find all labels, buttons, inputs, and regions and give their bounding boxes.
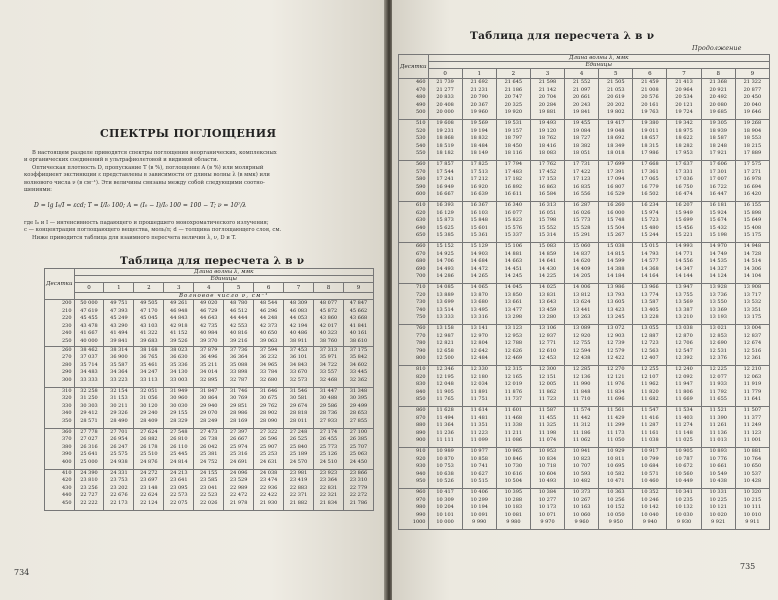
wavenumber-cell: 19 268 18 904 18 553 18 215 17 889 <box>735 120 769 161</box>
wavenumber-cell: 37 594 36 232 34 965 33 784 32 680 <box>254 346 284 387</box>
row-label-cell: 610 620 630 640 650 <box>399 202 429 243</box>
wavenumber-cell: 21 413 20 964 20 534 20 121 19 724 <box>667 79 701 120</box>
table-row <box>399 243 770 284</box>
table-row <box>45 428 374 469</box>
table-row <box>399 161 770 202</box>
wavenumber-cell: 10 941 10 823 10 707 10 593 10 482 <box>565 448 599 489</box>
wavenumber-cell: 14 948 14 728 14 514 14 306 14 104 <box>735 243 769 284</box>
column-digit-header: 6 <box>633 69 667 79</box>
wavenumber-cell: 13 141 12 970 12 804 12 642 12 484 <box>462 325 496 366</box>
wavenumber-cell: 15 129 14 903 14 684 14 472 14 265 <box>462 243 496 284</box>
wavenumber-cell: 13 004 12 837 12 674 12 516 12 361 <box>735 325 769 366</box>
wavenumber-cell: 47 847 45 662 43 668 41 841 40 161 38 610 <box>343 300 373 347</box>
section-title: СПЕКТРЫ ПОГЛОЩЕНИЯ <box>100 127 277 140</box>
row-label-cell: 710 720 730 740 750 <box>399 284 429 325</box>
table-row <box>399 407 770 448</box>
wavenumber-cell: 17 731 17 422 17 123 16 835 16 556 <box>565 161 599 202</box>
wavenumber-cell: 21 598 21 142 20 704 20 284 19 881 <box>530 79 564 120</box>
wavenumber-cell: 37 313 35 971 34 722 33 557 32 468 <box>314 346 344 387</box>
wavenumber-cell: 24 096 23 529 22 989 22 472 21 978 <box>224 469 254 510</box>
note-line: c — концентрация поглощающего вещества, моль/л; d — толщина поглощающего слоя, см. <box>24 227 282 234</box>
wavenumber-cell: 12 270 12 121 11 976 11 834 11 696 <box>599 366 633 407</box>
table-row <box>45 387 374 428</box>
wavenumber-cell: 13 986 13 793 13 605 13 423 13 245 <box>599 284 633 325</box>
wavenumber-cell: 14 006 13 812 13 624 13 441 13 263 <box>565 284 599 325</box>
wavenumber-cell: 12 255 12 107 11 962 11 820 11 682 <box>633 366 667 407</box>
wavenumber-cell: 16 340 16 077 15 823 15 576 15 337 <box>496 202 530 243</box>
wavenumber-cell: 11 561 11 429 11 299 11 173 11 050 <box>599 407 633 448</box>
wavenumber-cell: 10 881 10 764 10 650 10 537 10 428 <box>735 448 769 489</box>
wavenumber-cell: 37 879 36 496 35 211 34 014 32 895 <box>194 346 224 387</box>
wavenumber-cell: 11 547 11 416 11 287 11 161 11 038 <box>633 407 667 448</box>
wavenumber-cell: 21 552 21 097 20 661 20 243 19 841 <box>565 79 599 120</box>
table-corner-header: Десятки <box>45 269 75 300</box>
wavenumber-cell: 19 417 19 048 18 692 18 349 18 018 <box>599 120 633 161</box>
wavenumber-cell: 24 390 23 810 23 256 22 727 22 222 <box>74 469 104 510</box>
wavenumber-cell: 15 083 14 859 14 641 14 430 14 225 <box>530 243 564 284</box>
table-row <box>45 300 374 347</box>
left-page <box>0 0 386 600</box>
conversion-table-right <box>398 54 770 530</box>
wavenumber-cell: 16 181 15 924 15 674 15 432 15 198 <box>701 202 735 243</box>
wavenumber-cell: 31 447 30 488 29 586 28 736 27 933 <box>314 387 344 428</box>
wavenumber-cell: 19 455 19 084 18 727 18 382 18 051 <box>565 120 599 161</box>
wavenumber-cell: 13 021 12 853 12 690 12 531 12 376 <box>701 325 735 366</box>
wavenumber-cell: 12 210 12 063 11 919 11 779 11 641 <box>735 366 769 407</box>
intro-paragraph <box>24 150 369 194</box>
wavenumber-cell: 23 866 23 310 22 779 22 272 21 786 <box>343 469 373 510</box>
wavenumber-cell: 32 258 31 250 30 303 29 412 28 571 <box>74 387 104 428</box>
intro-line: волнового числа ν (в см⁻¹). Эти величины связаны между собой следующими соотно- <box>24 179 265 186</box>
wavenumber-cell: 11 601 11 468 11 338 11 211 11 086 <box>496 407 530 448</box>
wavenumber-cell: 24 272 23 697 23 148 22 624 22 124 <box>134 469 164 510</box>
wavenumber-cell: 31 746 30 769 29 851 28 986 28 169 <box>224 387 254 428</box>
row-label-cell: 410 420 430 440 450 <box>45 469 75 510</box>
wavenumber-cell: 27 778 27 027 26 316 25 641 25 000 <box>74 428 104 469</box>
wavenumber-subheader: Волновое число ν, см⁻¹ <box>74 293 374 300</box>
row-label-cell: 810 820 830 840 850 <box>399 366 429 407</box>
wavenumber-cell: 13 072 12 903 12 739 12 579 12 422 <box>599 325 633 366</box>
wavenumber-cell: 17 699 17 391 17 094 16 807 16 529 <box>599 161 633 202</box>
column-digit-header: 5 <box>599 69 633 79</box>
wavenumber-cell: 38 168 36 765 35 461 34 247 33 113 <box>134 346 164 387</box>
wavenumber-cell: 17 668 17 361 17 065 16 779 16 502 <box>633 161 667 202</box>
wavenumber-cell: 13 123 12 953 12 788 12 626 12 469 <box>496 325 530 366</box>
wavenumber-cell: 10 384 10 277 10 173 10 071 9 970 <box>530 489 564 530</box>
wavenumber-cell: 37 736 36 364 35 088 33 898 32 787 <box>224 346 254 387</box>
wavenumber-cell: 10 373 10 267 10 163 10 060 9 960 <box>565 489 599 530</box>
wavenumber-cell: 38 023 36 630 35 336 34 130 33 003 <box>164 346 194 387</box>
wavenumber-cell: 19 531 19 157 18 797 18 450 18 116 <box>496 120 530 161</box>
wavenumber-cell: 13 089 12 920 12 755 12 594 12 438 <box>565 325 599 366</box>
page-number-right: 735 <box>740 562 756 571</box>
table-row <box>399 79 770 120</box>
row-label-cell: 200 210 220 230 240 250 <box>45 300 75 347</box>
wavenumber-cell: 11 507 11 377 11 249 11 123 11 001 <box>735 407 769 448</box>
wavenumber-cell: 15 106 14 881 14 663 14 451 14 245 <box>496 243 530 284</box>
column-digit-header: 7 <box>667 69 701 79</box>
table-row <box>399 284 770 325</box>
continued-label: Продолжение <box>692 44 742 52</box>
row-label-cell: 860 870 880 890 900 <box>399 407 429 448</box>
wavenumber-cell: 13 947 13 755 13 569 13 387 13 210 <box>667 284 701 325</box>
wavenumber-cell: 27 473 26 738 26 042 25 381 24 752 <box>194 428 224 469</box>
row-label-cell: 560 570 580 590 600 <box>399 161 429 202</box>
column-digit-header: 1 <box>462 69 496 79</box>
intro-line: коэффициент экстинкции ε представлены в зависимости от длины волны λ (в ммк) или <box>24 172 270 179</box>
wavenumber-cell: 11 521 11 390 11 261 11 136 11 013 <box>701 407 735 448</box>
wavenumber-cell: 12 225 12 077 11 933 11 792 11 655 <box>701 366 735 407</box>
wavenumber-cell: 10 965 10 846 10 730 10 616 10 504 <box>496 448 530 489</box>
column-digit-header: 0 <box>74 283 104 293</box>
wavenumber-cell: 27 397 26 667 25 974 25 316 24 691 <box>224 428 254 469</box>
wavenumber-cell: 37 453 36 101 34 843 33 670 32 573 <box>284 346 314 387</box>
wavenumber-cell: 16 234 15 974 15 723 15 480 15 244 <box>633 202 667 243</box>
column-digit-header: 8 <box>701 69 735 79</box>
table-row <box>45 346 374 387</box>
intro-line: Оптическая плотность D, пропускание T (в %), поглощение A (в %) или молярный <box>32 164 264 171</box>
wavenumber-cell: 10 977 10 858 10 741 10 627 10 515 <box>462 448 496 489</box>
wavenumber-cell: 12 285 12 136 11 990 11 848 11 710 <box>565 366 599 407</box>
wavenumber-cell: 15 060 14 837 14 620 14 409 14 205 <box>565 243 599 284</box>
wavenumber-cell: 10 395 10 288 10 183 10 081 9 980 <box>496 489 530 530</box>
wavenumber-cell: 21 692 21 231 20 790 20 367 19 960 <box>462 79 496 120</box>
row-label-cell: 960 970 980 990 1000 <box>399 489 429 530</box>
wavenumber-cell: 48 309 46 083 44 053 42 194 40 486 38 911 <box>284 300 314 347</box>
row-label-cell: 260 270 280 290 300 <box>45 346 75 387</box>
wavenumber-cell: 32 051 31 056 30 120 29 240 28 409 <box>134 387 164 428</box>
row-label-cell: 910 920 930 940 950 <box>399 448 429 489</box>
wavenumber-cell: 13 055 12 887 12 723 12 563 12 407 <box>633 325 667 366</box>
table-row <box>399 120 770 161</box>
wavenumber-cell: 10 929 10 811 10 695 10 582 10 471 <box>599 448 633 489</box>
column-digit-header: 9 <box>343 283 373 293</box>
wavenumber-cell: 21 739 21 277 20 833 20 408 20 000 <box>428 79 462 120</box>
wavenumber-cell: 12 315 12 165 12 019 11 876 11 737 <box>496 366 530 407</box>
note-line: где I₀ и I — интенсивность падающего и прошедшего монохроматического излучения; <box>24 220 269 226</box>
row-label-cell: 760 770 780 790 800 <box>399 325 429 366</box>
wavenumber-cell: 17 637 17 331 17 036 16 750 16 474 <box>667 161 701 202</box>
wavenumber-cell: 11 574 11 442 11 312 11 186 11 062 <box>565 407 599 448</box>
column-digit-header: 6 <box>254 283 284 293</box>
wavenumber-cell: 23 981 23 419 22 883 22 371 21 882 <box>284 469 314 510</box>
row-label-cell: 460 470 480 490 500 <box>399 79 429 120</box>
wavenumber-cell: 19 608 19 231 18 868 18 519 18 182 <box>428 120 462 161</box>
wavenumber-cell: 17 762 17 452 17 153 16 863 16 584 <box>530 161 564 202</box>
wavenumber-cell: 13 106 12 937 12 771 12 610 12 453 <box>530 325 564 366</box>
wavenumber-cell: 14 085 13 889 13 699 13 514 13 333 <box>428 284 462 325</box>
wavenumber-cell: 24 213 23 641 23 095 22 573 22 075 <box>164 469 194 510</box>
wavenumber-cell: 17 575 17 271 16 978 16 694 16 420 <box>735 161 769 202</box>
wavenumber-cell: 21 368 20 921 20 492 20 080 19 685 <box>701 79 735 120</box>
wavenumber-cell: 16 393 16 129 15 873 15 625 15 385 <box>428 202 462 243</box>
wavenumber-cell: 50 000 47 619 45 455 43 478 41 667 40 000 <box>74 300 104 347</box>
intro-line: В настоящем разделе приводятся спектры поглощения неорганических, комплексных <box>32 150 277 156</box>
wavenumber-cell: 16 367 16 103 15 848 15 601 15 361 <box>462 202 496 243</box>
wavenumber-cell: 27 701 26 954 26 247 25 575 24 938 <box>104 428 134 469</box>
wavenumber-cell: 12 346 12 195 12 048 11 905 11 765 <box>428 366 462 407</box>
wavenumber-cell: 10 917 10 799 10 684 10 571 10 460 <box>633 448 667 489</box>
wavenumber-cell: 14 993 14 771 14 556 14 347 14 144 <box>667 243 701 284</box>
table-corner-header: Десятки <box>399 55 429 79</box>
units-header: Единицы <box>74 276 374 283</box>
column-digit-header: 3 <box>164 283 194 293</box>
wavenumber-cell: 10 893 10 776 10 661 10 549 10 438 <box>701 448 735 489</box>
wavenumber-cell: 13 158 12 987 12 821 12 658 12 500 <box>428 325 462 366</box>
wavenumber-cell: 19 305 18 939 18 587 18 248 17 921 <box>701 120 735 161</box>
row-label-cell: 310 320 330 340 350 <box>45 387 75 428</box>
wavenumber-cell: 21 645 21 186 20 747 20 325 19 920 <box>496 79 530 120</box>
wavenumber-cell: 12 240 12 092 11 947 11 806 11 669 <box>667 366 701 407</box>
wavenumber-cell: 37 175 35 842 34 602 33 445 32 362 <box>343 346 373 387</box>
wavenumber-cell: 31 949 30 960 30 030 29 155 28 329 <box>164 387 194 428</box>
wavenumber-cell: 17 606 17 301 17 007 16 722 16 447 <box>701 161 735 202</box>
table-title-right: Таблица для пересчета λ в ν <box>470 30 655 42</box>
wavenumber-cell: 10 320 10 215 10 111 10 010 9 911 <box>735 489 769 530</box>
wavenumber-cell: 14 970 14 749 14 535 14 327 14 124 <box>701 243 735 284</box>
column-digit-header: 5 <box>224 283 254 293</box>
table-row <box>399 366 770 407</box>
column-digit-header: 7 <box>284 283 314 293</box>
wavelength-header: Длина волны λ, ммк <box>428 55 770 62</box>
wavenumber-cell: 15 015 14 793 14 577 14 368 14 164 <box>633 243 667 284</box>
wavenumber-cell: 49 751 47 393 45 249 43 290 41 494 39 841 <box>104 300 134 347</box>
wavenumber-cell: 10 352 10 246 10 142 10 040 9 940 <box>633 489 667 530</box>
intro-line: шениями: <box>24 187 52 194</box>
units-header: Единицы <box>428 62 770 69</box>
wavenumber-cell: 10 989 10 870 10 753 10 638 10 526 <box>428 448 462 489</box>
wavenumber-cell: 10 363 10 256 10 152 10 050 9 950 <box>599 489 633 530</box>
wavenumber-cell: 21 505 21 053 20 619 20 202 19 802 <box>599 79 633 120</box>
wavenumber-cell: 11 587 11 455 11 325 11 198 11 074 <box>530 407 564 448</box>
column-digit-header: 3 <box>530 69 564 79</box>
wavenumber-cell: 17 857 17 544 17 241 16 949 16 667 <box>428 161 462 202</box>
column-digit-header: 2 <box>496 69 530 79</box>
wavenumber-cell: 31 847 30 864 29 940 29 070 28 249 <box>194 387 224 428</box>
wavenumber-cell: 38 314 36 900 35 587 34 364 33 223 <box>104 346 134 387</box>
wavenumber-cell: 17 794 17 483 17 182 16 892 16 611 <box>496 161 530 202</box>
table-row <box>45 469 374 510</box>
intro-line: и органических соединений в ультрафиолетовой и видимой области. <box>24 157 219 164</box>
wavenumber-cell: 13 038 12 870 12 706 12 547 12 392 <box>667 325 701 366</box>
wavenumber-cell: 31 646 30 675 29 762 28 902 28 090 <box>254 387 284 428</box>
wavenumber-cell: 21 459 21 008 20 576 20 161 19 763 <box>633 79 667 120</box>
wavenumber-cell: 11 614 11 481 11 351 11 223 11 099 <box>462 407 496 448</box>
row-label-cell: 360 370 380 390 400 <box>45 428 75 469</box>
note-line: Ниже приводится таблица для взаимного пересчета величин λ, ν, D и T. <box>32 234 237 241</box>
wavenumber-cell: 19 493 19 120 18 762 18 416 18 083 <box>530 120 564 161</box>
wavenumber-cell: 11 534 11 403 11 274 11 148 11 025 <box>667 407 701 448</box>
row-label-cell: 510 520 530 540 550 <box>399 120 429 161</box>
wavenumber-cell: 27 248 26 525 25 840 25 189 24 570 <box>284 428 314 469</box>
formula-line: D = lg I₀/I = εcd; T = I/I₀ 100; A = (I₀ − I)/I₀ 100 = 100 − T; ν = 10⁷/λ <box>34 202 247 209</box>
column-digit-header: 2 <box>134 283 164 293</box>
column-digit-header: 8 <box>314 283 344 293</box>
wavenumber-cell: 13 966 13 774 13 587 13 405 13 228 <box>633 284 667 325</box>
wavenumber-cell: 16 155 15 898 15 649 15 408 15 175 <box>735 202 769 243</box>
wavenumber-cell: 38 462 37 037 35 714 34 483 33 333 <box>74 346 104 387</box>
wavenumber-cell: 27 624 26 882 26 178 25 510 24 876 <box>134 428 164 469</box>
wavenumber-cell: 19 380 19 011 18 657 18 315 17 986 <box>633 120 667 161</box>
wavenumber-cell: 16 313 16 051 15 798 15 552 15 314 <box>530 202 564 243</box>
conversion-table-left <box>44 268 374 511</box>
wavenumber-cell: 13 928 13 736 13 550 13 369 13 193 <box>701 284 735 325</box>
wavenumber-cell: 15 038 14 815 14 599 14 388 14 184 <box>599 243 633 284</box>
page-number-left: 734 <box>14 568 30 577</box>
wavenumber-cell: 16 287 16 026 15 773 15 528 15 291 <box>565 202 599 243</box>
wavenumber-cell: 21 322 20 877 20 450 20 040 19 646 <box>735 79 769 120</box>
wavenumber-cell: 10 331 10 225 10 121 10 020 9 921 <box>701 489 735 530</box>
wavenumber-cell: 48 780 46 512 44 444 42 553 40 816 39 216 <box>224 300 254 347</box>
wavenumber-cell: 17 825 17 513 17 212 16 920 16 639 <box>462 161 496 202</box>
wavenumber-cell: 32 154 31 153 30 211 29 326 28 490 <box>104 387 134 428</box>
wavenumber-cell: 31 348 30 395 29 499 28 653 27 855 <box>343 387 373 428</box>
wavenumber-cell: 24 155 23 585 23 041 22 523 22 026 <box>194 469 224 510</box>
wavenumber-cell: 10 905 10 787 10 672 10 560 10 449 <box>667 448 701 489</box>
wavenumber-cell: 49 505 47 170 45 045 43 103 41 322 39 683 <box>134 300 164 347</box>
wavenumber-cell: 27 174 26 455 25 773 25 126 24 510 <box>314 428 344 469</box>
right-page <box>392 0 778 600</box>
wavenumber-cell: 27 548 26 810 26 110 25 445 24 814 <box>164 428 194 469</box>
row-label-cell: 660 670 680 690 700 <box>399 243 429 284</box>
wavenumber-cell: 10 406 10 299 10 194 10 091 9 990 <box>462 489 496 530</box>
wavenumber-cell: 16 207 15 949 15 699 15 456 15 221 <box>667 202 701 243</box>
wavenumber-cell: 19 342 18 975 18 622 18 282 17 953 <box>667 120 701 161</box>
wavenumber-cell: 27 100 26 385 25 707 25 063 24 450 <box>343 428 373 469</box>
column-digit-header: 9 <box>735 69 769 79</box>
wavenumber-cell: 13 908 13 717 13 532 13 351 13 175 <box>735 284 769 325</box>
table-row <box>399 489 770 530</box>
wavenumber-cell: 49 261 46 948 44 843 42 918 41 152 39 526 <box>164 300 194 347</box>
wavenumber-cell: 16 260 16 000 15 748 15 504 15 267 <box>599 202 633 243</box>
wavenumber-cell: 12 300 12 151 12 005 11 862 11 723 <box>530 366 564 407</box>
wavenumber-cell: 48 077 45 872 43 860 42 017 40 323 38 760 <box>314 300 344 347</box>
column-digit-header: 4 <box>565 69 599 79</box>
wavelength-header: Длина волны λ, ммк <box>74 269 374 276</box>
wavenumber-cell: 10 341 10 235 10 132 10 030 9 930 <box>667 489 701 530</box>
wavenumber-cell: 10 417 10 309 10 204 10 101 10 000 <box>428 489 462 530</box>
wavenumber-cell: 49 020 46 729 44 643 42 735 40 984 39 370 <box>194 300 224 347</box>
wavenumber-cell: 14 025 13 831 13 643 13 459 13 280 <box>530 284 564 325</box>
note-paragraph <box>24 220 369 242</box>
wavenumber-cell: 15 152 14 925 14 706 14 493 14 286 <box>428 243 462 284</box>
wavenumber-cell: 48 544 46 296 44 248 42 373 40 650 39 063 <box>254 300 284 347</box>
wavenumber-cell: 19 569 19 194 18 832 18 484 18 149 <box>462 120 496 161</box>
wavenumber-cell: 12 330 12 180 12 034 11 891 11 751 <box>462 366 496 407</box>
table-row <box>399 325 770 366</box>
table-row <box>399 202 770 243</box>
wavenumber-cell: 10 953 10 834 10 718 10 604 10 493 <box>530 448 564 489</box>
wavenumber-cell: 14 065 13 870 13 680 13 495 13 316 <box>462 284 496 325</box>
wavenumber-cell: 14 045 13 850 13 661 13 477 13 298 <box>496 284 530 325</box>
wavenumber-cell: 24 331 23 753 23 202 22 676 22 173 <box>104 469 134 510</box>
wavenumber-cell: 24 038 23 474 22 936 22 422 21 930 <box>254 469 284 510</box>
wavenumber-cell: 23 923 23 364 22 831 22 321 21 834 <box>314 469 344 510</box>
table-title-left: Таблица для пересчета λ в ν <box>120 255 305 267</box>
column-digit-header: 1 <box>104 283 134 293</box>
wavenumber-cell: 27 322 26 596 25 907 25 253 24 631 <box>254 428 284 469</box>
wavenumber-cell: 11 628 11 494 11 364 11 236 11 111 <box>428 407 462 448</box>
column-digit-header: 0 <box>428 69 462 79</box>
table-row <box>399 448 770 489</box>
column-digit-header: 4 <box>194 283 224 293</box>
wavenumber-cell: 31 546 30 581 29 674 28 818 28 011 <box>284 387 314 428</box>
